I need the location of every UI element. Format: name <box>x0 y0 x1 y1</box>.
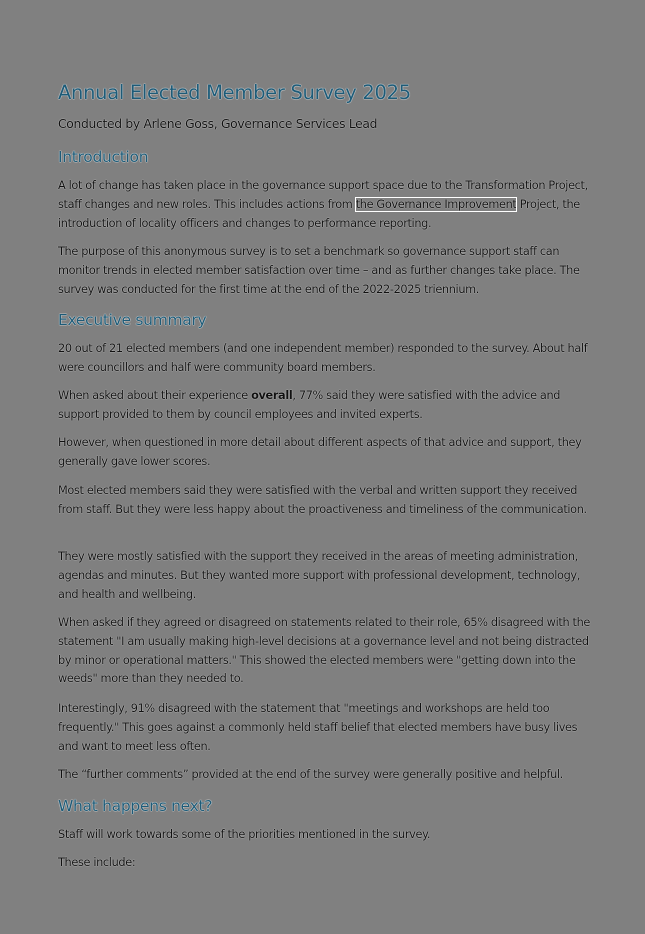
summary-paragraph-7: Interestingly, 91% disagreed with the statement that "meetings and workshops are held too frequently." This goes against a commonly held staff belief that elected members have busy lives and want to meet less often. <box>58 702 578 753</box>
summary-paragraph-8: The “further comments” provided at the end of the survey were generally positive and helpful. <box>58 768 563 781</box>
intro-paragraph-2: The purpose of this anonymous survey is to set a benchmark so governance support staff can monitor trends in elected member satisfaction over time – and as further changes take place. The survey was conducted for the first time at the end of the 2022-2025 triennium. <box>58 245 580 296</box>
heading-what-happens-next: What happens next? <box>58 797 213 815</box>
summary-p2-bold: overall <box>251 389 293 402</box>
intro-text-before: A lot of change has taken place in the governance support space due to the Transformation Project, staff changes and new roles. This includes actions from <box>58 179 588 211</box>
heading-executive-summary: Executive summary <box>58 311 207 329</box>
byline: Conducted by Arlene Goss, Governance Services Lead <box>58 117 378 131</box>
heading-introduction: Introduction <box>58 148 149 166</box>
summary-p2-after: , 77% said they were satisfied with the advice and support provided to them by council employees and invited experts. <box>58 389 561 421</box>
next-paragraph-2: These include: <box>58 856 136 869</box>
page-title: Annual Elected Member Survey 2025 <box>58 81 411 104</box>
governance-improvement-link[interactable]: the Governance Improvement <box>355 197 517 211</box>
summary-paragraph-1: 20 out of 21 elected members (and one independent member) responded to the survey. About half were councillors and half were community board members. <box>58 342 588 374</box>
summary-paragraph-5: They were mostly satisfied with the support they received in the areas of meeting administration, agendas and minutes. But they wanted more support with professional development, technology, and health and wellbeing. <box>58 550 580 601</box>
summary-paragraph-4: Most elected members said they were satisfied with the verbal and written support they received from staff. But they were less happy about the proactiveness and timeliness of the communication. <box>58 484 587 516</box>
summary-paragraph-3: However, when questioned in more detail about different aspects of that advice and support, they generally gave lower scores. <box>58 436 582 468</box>
intro-text-after: Project, the introduction of locality officers and changes to performance reporting. <box>58 197 580 230</box>
next-paragraph-1: Staff will work towards some of the priorities mentioned in the survey. <box>58 828 431 841</box>
intro-paragraph-1 <box>58 177 593 233</box>
summary-paragraph-2 <box>58 387 593 425</box>
summary-paragraph-6: When asked if they agreed or disagreed on statements related to their role, 65% disagreed with the statement "I am usually making high-level decisions at a governance level and not being distracted by minor or operational matters." This showed the elected members were "getting down into the weeds" more than they needed to. <box>58 616 590 686</box>
summary-p2-before: When asked about their experience <box>58 389 252 402</box>
